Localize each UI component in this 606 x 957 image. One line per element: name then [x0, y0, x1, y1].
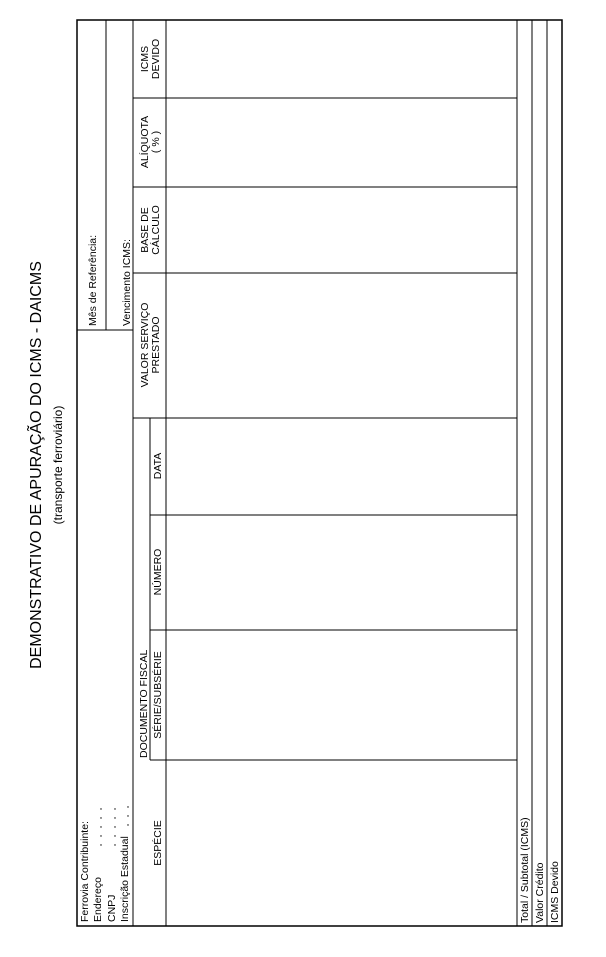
data-header: DATA	[152, 452, 164, 480]
especie-header: ESPÉCIE	[152, 820, 164, 866]
document-subtitle: (transporte ferroviário)	[51, 405, 65, 525]
document-title: DEMONSTRATIVO DE APURAÇÃO DO ICMS - DAICMS	[28, 261, 45, 669]
valor-servico-header-line2: PRESTADO	[150, 316, 162, 374]
valor-servico-header-line1: VALOR SERVIÇO	[139, 302, 151, 388]
aliquota-header-line1: ALÍQUOTA	[139, 115, 151, 169]
total-subtotal-label: Total / Subtotal (ICMS)	[519, 817, 531, 923]
valor-credito-label: Valor Crédito	[534, 862, 546, 923]
icms-devido-header-line1: ICMS	[139, 45, 151, 73]
documento-fiscal-header: DOCUMENTO FISCAL	[138, 649, 150, 758]
icms-devido-label: ICMS Devido	[549, 861, 561, 923]
numero-header: NÚMERO	[152, 548, 164, 596]
base-calculo-header-line2: CÁLCULO	[150, 205, 162, 255]
serie-subserie-header: SÉRIE/SUBSÉRIE	[152, 651, 164, 739]
mes-referencia-label: Mês de Referência:	[87, 234, 99, 326]
base-calculo-header-line1: BASE DE	[139, 207, 151, 253]
aliquota-header-line2: ( % )	[150, 130, 162, 154]
vencimento-icms-label: Vencimento ICMS:	[121, 239, 133, 326]
cnpj-label: CNPJ	[106, 894, 118, 922]
icms-devido-header-line2: DEVIDO	[150, 38, 162, 80]
endereco-label: Endereço	[92, 877, 104, 922]
ferrovia-contribuinte-label: Ferrovia Contribuinte:	[79, 821, 91, 922]
inscricao-estadual-label: Inscrição Estadual	[119, 836, 131, 922]
